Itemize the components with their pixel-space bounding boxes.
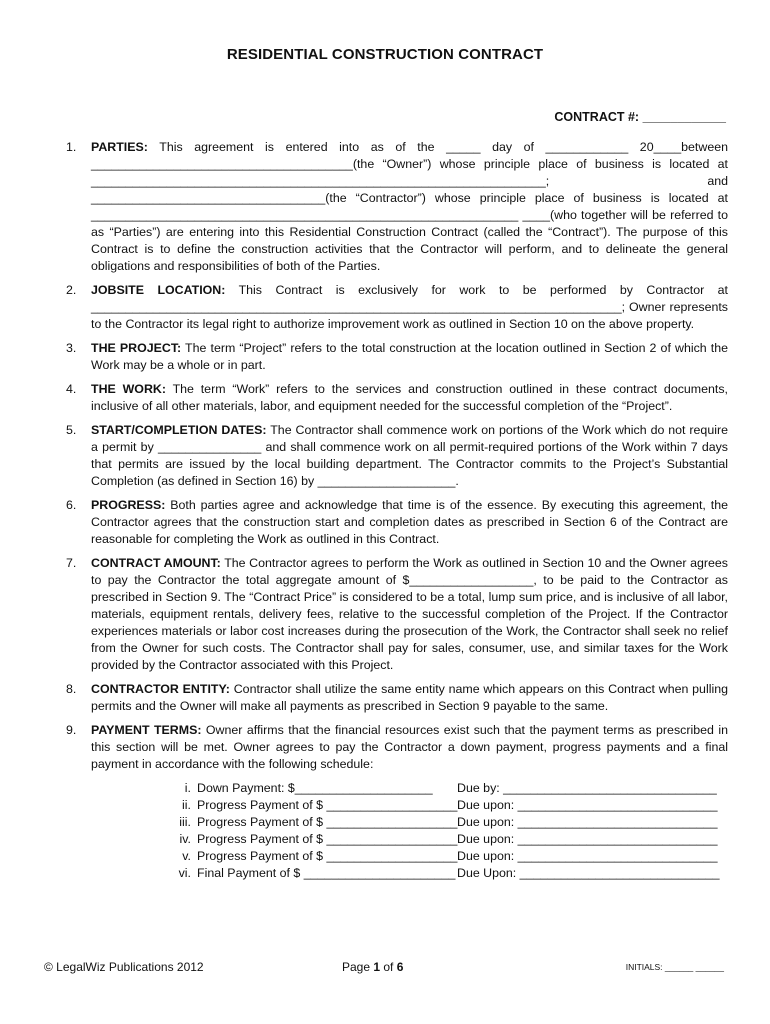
section-text: The Contractor agrees to perform the Work as outlined in Section 10 and the Owner agrees to pay the Contractor the total aggregate amount of $__________________, to be paid to the Contractor as prescribed in Section 9. The “Contract Price” is considered to be a total, lump sum price, and is inclusive of all labor, materials, equipment rentals, delivery fees, relative to the successful completion of the Project. If the Contractor experiences materials or labor cost increases during the prosecution of the Work, the Contractor shall seek no relief from the Owner for such costs. The Contractor shall pay for sales, consumer, use, and similar taxes for the Work provided by the Contractor associated with this Project. <box>91 556 728 672</box>
copyright-notice: © LegalWiz Publications 2012 <box>44 960 204 974</box>
contract-section <box>66 282 728 333</box>
schedule-roman: iv. <box>179 832 191 846</box>
section-heading: THE PROJECT: <box>91 341 182 355</box>
section-heading: THE WORK: <box>91 382 166 396</box>
section-number: 7. <box>66 556 77 570</box>
contract-number: CONTRACT #: ____________ <box>554 110 726 124</box>
section-body <box>91 722 728 773</box>
contract-section <box>66 722 728 773</box>
schedule-roman: i. <box>184 781 191 795</box>
section-text: The term “Project” refers to the total construction at the location outlined in Section 2 of which the Work may be a whole or in part. <box>91 341 729 372</box>
schedule-due-label: Due by: _______________________________ <box>457 781 717 795</box>
schedule-payment-label: Progress Payment of $ ___________________ <box>197 815 458 829</box>
section-text: Owner affirms that the financial resources exist such that the payment terms as prescribed in this section will be met. Owner agrees to pay the Contractor a down payment, progress payments and a final payment in accordance with the following schedule: <box>91 723 728 771</box>
schedule-row <box>161 797 728 814</box>
schedule-due-label: Due Upon: _____________________________ <box>457 866 720 880</box>
section-number: 5. <box>66 423 77 437</box>
schedule-due-label: Due upon: _____________________________ <box>457 815 718 829</box>
section-text: The Contractor shall commence work on portions of the Work which do not require a permit by _______________ and shall commence work on all permit-required portions of the Work within 7 days that permits are issued by the local building department. The Contractor commits to the Project’s Substantial Completion (as defined in Section 16) by ____________________. <box>91 423 728 488</box>
schedule-payment-label: Progress Payment of $ ___________________ <box>197 849 458 863</box>
section-text: This agreement is entered into as of the _____ day of ____________ 20____between ______________________________________(the “Owner”) whose principle place of business is located at __________________________________________________________________; and __________________________________(the “Contractor”) whose principle place of business is located at ______________________________________________________________ ____(who together will be referred to as “Parties”) are entering into this Residential Construction Contract (called the “Contract”). The purpose of this Contract is to define the construction activities that the Contractor will perform, and to delineate the general obligations and responsibilities of both of the Parties. <box>91 140 728 273</box>
contract-section <box>66 497 728 548</box>
contract-section <box>66 555 728 674</box>
payment-schedule <box>161 780 728 882</box>
schedule-row <box>161 865 728 882</box>
schedule-row <box>161 780 728 797</box>
schedule-payment-label: Final Payment of $ ______________________ <box>197 866 456 880</box>
section-body <box>91 340 728 374</box>
schedule-payment-label: Progress Payment of $ ___________________ <box>197 832 458 846</box>
section-number: 9. <box>66 723 77 737</box>
schedule-row <box>161 831 728 848</box>
contract-section <box>66 381 728 415</box>
section-heading: PAYMENT TERMS: <box>91 723 202 737</box>
section-body <box>91 555 728 674</box>
schedule-roman: v. <box>182 849 191 863</box>
section-number: 8. <box>66 682 77 696</box>
section-body <box>91 422 728 490</box>
section-body <box>91 497 728 548</box>
section-number: 2. <box>66 283 77 297</box>
section-text: The term “Work” refers to the services and construction outlined in these contract documents, inclusive of all other materials, labor, and equipment needed for the successful completion of the “Project”. <box>91 382 728 413</box>
schedule-row <box>161 848 728 865</box>
page-footer <box>44 960 724 980</box>
schedule-due-label: Due upon: _____________________________ <box>457 832 718 846</box>
section-body <box>91 282 728 333</box>
schedule-due-label: Due upon: _____________________________ <box>457 798 718 812</box>
contract-sections <box>66 139 728 882</box>
contract-section <box>66 681 728 715</box>
section-text: Contractor shall utilize the same entity name which appears on this Contract when pulling permits and the Owner will make all payments as prescribed in Section 9 payable to the same. <box>91 682 728 713</box>
section-heading: JOBSITE LOCATION: <box>91 283 226 297</box>
section-heading: PARTIES: <box>91 140 148 154</box>
page-number: Page 1 of 6 <box>342 960 404 974</box>
schedule-roman: ii. <box>182 798 191 812</box>
document-title: RESIDENTIAL CONSTRUCTION CONTRACT <box>226 46 544 63</box>
section-heading: CONTRACT AMOUNT: <box>91 556 221 570</box>
contract-section <box>66 340 728 374</box>
schedule-payment-label: Progress Payment of $ ___________________ <box>197 798 458 812</box>
schedule-roman: vi. <box>178 866 191 880</box>
section-number: 4. <box>66 382 77 396</box>
section-heading: CONTRACTOR ENTITY: <box>91 682 230 696</box>
section-body <box>91 139 728 275</box>
contract-section <box>66 422 728 490</box>
schedule-roman: iii. <box>179 815 191 829</box>
schedule-row <box>161 814 728 831</box>
section-heading: PROGRESS: <box>91 498 166 512</box>
section-text: Both parties agree and acknowledge that time is of the essence. By executing this agreement, the Contractor agrees that the construction start and completion dates as prescribed in Section 6 of the Contract are reasonable for completing the Work as outlined in this Contract. <box>91 498 728 546</box>
schedule-due-label: Due upon: _____________________________ <box>457 849 718 863</box>
section-text: This Contract is exclusively for work to be performed by Contractor at _____________________________________________________________________________; Owner represents to the Contractor its legal right to authorize improvement work as outlined in Section 10 on the above property. <box>91 283 728 331</box>
initials-field: INITIALS: ______ ______ <box>625 962 724 972</box>
section-number: 3. <box>66 341 77 355</box>
section-heading: START/COMPLETION DATES: <box>91 423 267 437</box>
section-number: 1. <box>66 140 77 154</box>
section-body <box>91 681 728 715</box>
section-number: 6. <box>66 498 77 512</box>
contract-section <box>66 139 728 275</box>
section-body <box>91 381 728 415</box>
schedule-payment-label: Down Payment: $____________________ <box>197 781 433 795</box>
